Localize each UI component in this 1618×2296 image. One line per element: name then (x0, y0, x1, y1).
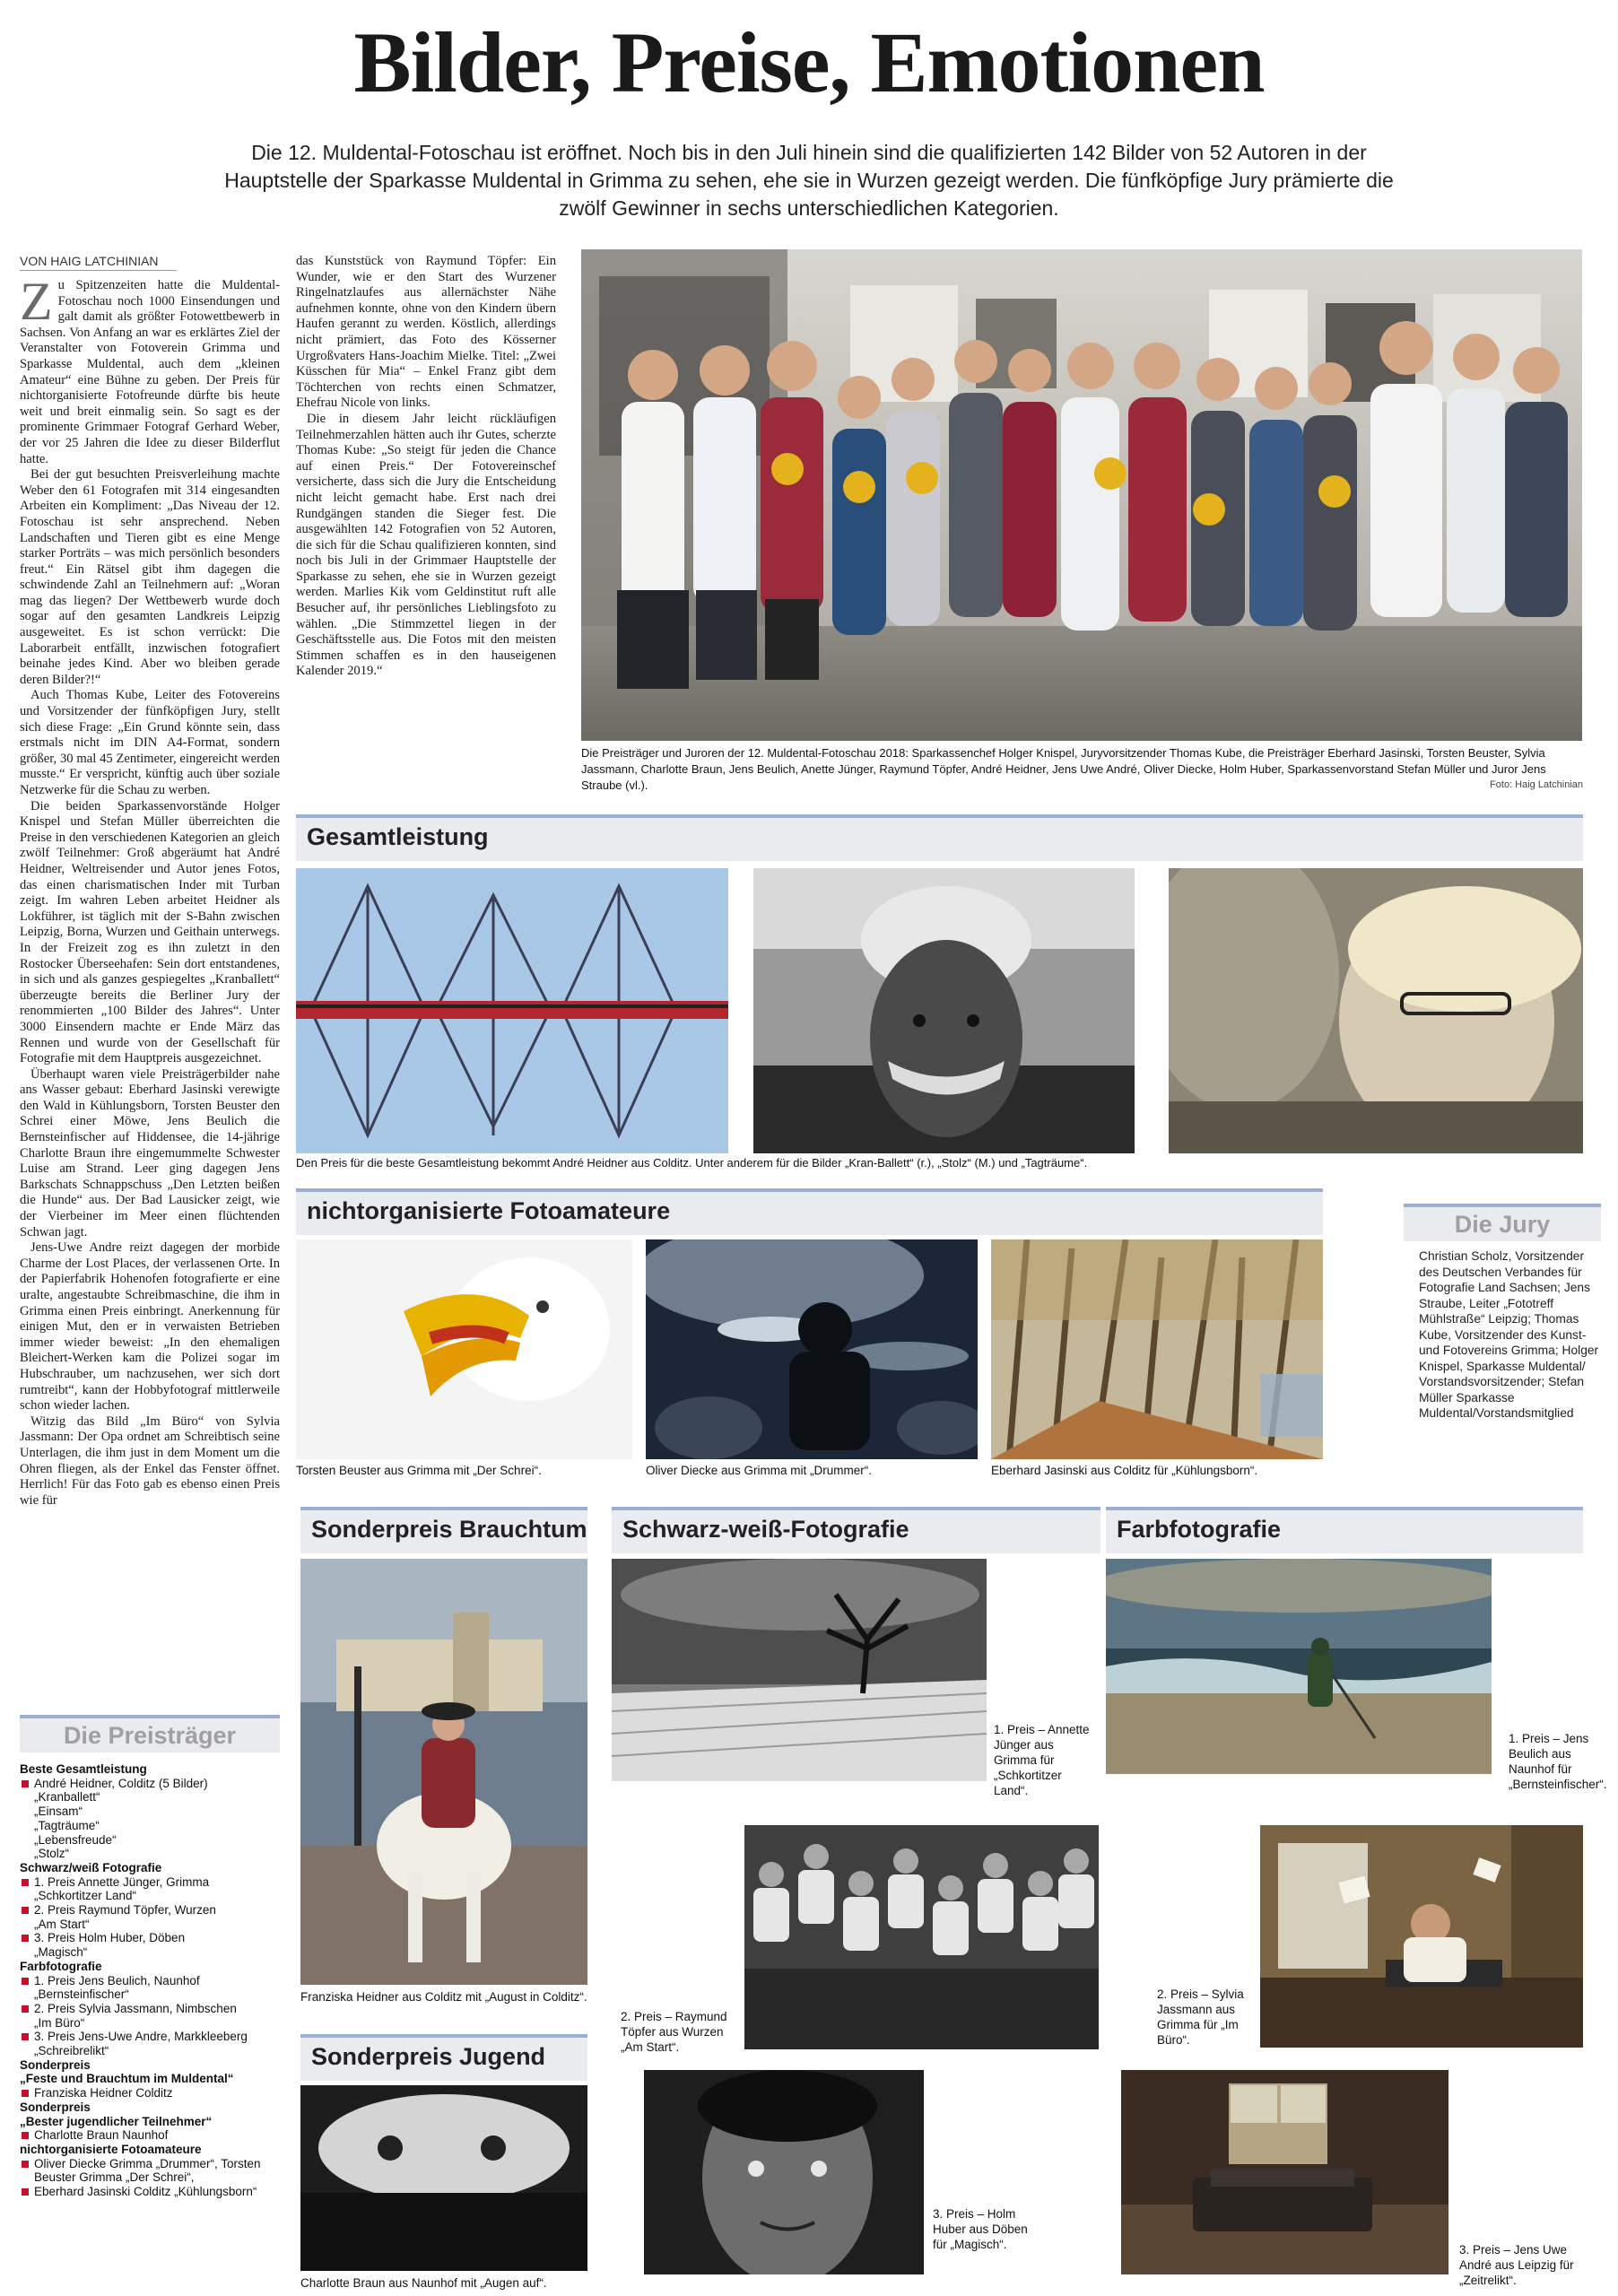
caption-zeitrelikt: 3. Preis – Jens Uwe André aus Leipzig für „Zeitrelikt“. (1459, 2243, 1574, 2287)
section-header-farbfotografie: Farbfotografie (1106, 1507, 1583, 1553)
caption-schkortitzer-land: 1. Preis – Annette Jünger aus Grimma für „Schkortitzer Land“. (994, 1723, 1090, 1797)
caption-drummer: Oliver Diecke aus Grimma mit „Drummer“. (646, 1464, 873, 1477)
preis-entry: „Bernsteinfischer“ (34, 1987, 129, 2002)
preis-category: Farbfotografie (20, 1959, 102, 1973)
caption-im-buero: 2. Preis – Sylvia Jassmann aus Grimma für „Im Büro“. (1157, 1987, 1244, 2047)
preis-entry: „Am Start“ (34, 1917, 90, 1931)
caption-jugend: Charlotte Braun aus Naunhof mit „Augen auf“. (300, 2276, 547, 2290)
article-paragraph: u Spitzenzeiten hatte die Muldental-Fotoschau noch 1000 Einsendungen und galt damit als größter Fotowettbewerb in Sachsen. Von Anfang an war es erklärtes Ziel der Veranstalter von Fotoverein Grimma und Sparkasse Muldental, auch dem „kleinen Amateur“ eine Bühne zu geben. Der Preis für nichtorganisierte Fotofreunde dürfte bis heute weit und breit einmalig sein. So sagt es der prominente Grimmaer Fotograf Gerhard Weber, der vor 25 Jahren die Idee zu dieser Bilderflut hatte. (20, 278, 280, 466)
preis-entry: „Stolz“ (34, 1847, 70, 1861)
headline: Bilder, Preise, Emotionen (353, 14, 1265, 110)
preis-entry: André Heidner, Colditz (5 Bilder) (20, 1777, 280, 1791)
preis-entry: „Schreibrelikt“ (34, 2044, 109, 2058)
article-column-2 (296, 254, 556, 738)
preistraeger-list (20, 1762, 280, 2199)
photo-credit: Foto: Haig Latchinian (1490, 779, 1583, 790)
caption-der-schrei: Torsten Beuster aus Grimma mit „Der Schrei“. (296, 1464, 542, 1477)
photo-schkortitzer-land (612, 1559, 987, 1781)
article-paragraph: Überhaupt waren viele Preisträgerbilder nahe ans Wasser gebaut: Eberhard Jasinski verewigte den Wald in Kühlungsborn, Torsten Beuster den Schrei einer Möwe, Jens Beulich die Bernsteinfischer auf Hiddensee, die 14-jährige Charlotte Braun ihre eingemummelte Schwester Luise am Strand. Leer ging dagegen Jens Barkschats Schnappschuss „Den Letzten beißen die Hunde“ aus. Der Bad Lausicker zeigt, wie der Vierbeiner im Meer einen flüchtenden Schwan jagt. (20, 1066, 280, 1239)
preis-category: „Feste und Brauchtum im Muldental“ (20, 2072, 234, 2086)
caption-kuehlungsborn: Eberhard Jasinski aus Colditz für „Kühlungsborn“. (991, 1464, 1258, 1477)
article-column-1 (20, 278, 280, 1686)
preis-entry: 1. Preis Jens Beulich, Naunhof (20, 1974, 280, 1988)
preis-category: Schwarz/weiß Fotografie (20, 1860, 162, 1874)
preis-category: Beste Gesamtleistung (20, 1762, 147, 1776)
caption-gesamtleistung: Den Preis für die beste Gesamtleistung bekommt André Heidner aus Colditz. Unter anderem für die Bilder „Kran-Ballett“ (r.), „Stolz“ (M.) und „Tagträume“. (296, 1156, 1088, 1170)
group-photo (581, 249, 1582, 741)
preis-entry: 1. Preis Annette Jünger, Grimma (20, 1875, 280, 1890)
photo-zeitrelikt (1121, 2070, 1448, 2274)
section-header-schwarz-weiss: Schwarz-weiß-Fotografie (612, 1507, 1100, 1553)
article-paragraph: Die in diesem Jahr leicht rückläufigen Teilnehmerzahlen hätten auch ihr Gutes, scherzte Thomas Kube: „So steigt für jeden die Chance auf einen Preis.“ Der Fotovereinschef versicherte, dass sich die Jury die Entscheidung nicht leicht gemacht habe. Erst nach drei Rundgängen standen die Sieger fest. Die ausgewählten 142 Fotografien von 52 Autoren, die sich für die Schau qualifizieren konnten, sind noch bis Juli in der Grimmaer Hauptstelle der Sparkasse zu sehen, ehe sie in Wurzen gezeigt werden. Marlies Kik vom Geldinstitut ruft alle Besucher auf, ihr persönliches Lieblingsfoto zu wählen. „Die Stimmzettel liegen in der Geschäftsstelle aus. Die Fotos mit den meisten Stimmen schaffen es in den hauseigenen Kalender 2019.“ (296, 411, 556, 679)
photo-augen-auf (300, 2085, 587, 2271)
preis-entry: 2. Preis Raymund Töpfer, Wurzen (20, 1903, 280, 1918)
byline: VON HAIG LATCHINIAN (20, 254, 177, 271)
photo-magisch (644, 2070, 924, 2274)
preis-category: nichtorganisierte Fotoamateure (20, 2142, 202, 2156)
section-header-jugend: Sonderpreis Jugend (300, 2034, 587, 2081)
jury-heading: Die Jury (1404, 1204, 1601, 1241)
preis-entry: 3. Preis Holm Huber, Döben (20, 1931, 280, 1945)
preis-entry: Eberhard Jasinski Colditz „Kühlungsborn“ (20, 2185, 280, 2199)
preis-category: „Bester jugendlicher Teilnehmer“ (20, 2114, 213, 2128)
article-paragraph: Jens-Uwe Andre reizt dagegen der morbide Charme der Lost Places, der verlassenen Orte. In der Papierfabrik Hohenofen fotografierte er eine uralte, angestaubte Schreibmaschine, die ihm in Grimma einen Preis einbringt. Anerkennung für einigen Mut, den er in verwaisten Betrieben immer wieder beweist: „In den ehemaligen Bleichert-Werken kam die Polizei sogar im Hubschrauber, um nachzusehen, wer sich dort rumtreibt“, kann der Hobbyfotograf mittlerweile schon wieder lachen. (20, 1240, 280, 1413)
article-paragraph: Bei der gut besuchten Preisverleihung machte Weber den 61 Fotografen mit 314 eingesandten Arbeiten ein Kompliment: „Das Niveau der 12. Fotoschau ist sehr ansprechend. Neben Landschaften und Tieren gibt es eine Menge starker Porträts – was mich persönlich besonders freut.“ Ein Rätsel gibt ihm dagegen die schwindende Zahl an Teilnehmern auf: „Woran mag das liegen? Der Wettbewerb wurde doch sogar auf den gesamten Landkreis Leipzig ausgeweitet. Es ist schon verrückt: Die Laborarbeit entfällt, inzwischen fotografiert beinahe jedes Kind. Aber wo bleiben gerade deren Bilder?!“ (20, 467, 280, 687)
lead-paragraph: Die 12. Muldental-Fotoschau ist eröffnet. Noch bis in den Juli hinein sind die qualifizierten 142 Bilder von 52 Autoren in der Hauptstelle der Sparkasse Muldental in Grimma zu sehen, ehe sie in Wurzen gezeigt werden. Die fünfköpfige Jury prämierte die zwölf Gewinner in sechs unterschiedlichen Kategorien. (224, 141, 1394, 220)
preis-entry: 2. Preis Sylvia Jassmann, Nimbschen (20, 2002, 280, 2016)
photo-drummer (646, 1239, 978, 1459)
photo-bernsteinfischer (1106, 1559, 1492, 1774)
caption-bernsteinfischer: 1. Preis – Jens Beulich aus Naunhof für „Bernsteinfischer“. (1509, 1732, 1607, 1791)
preis-entry: „Schkortitzer Land“ (34, 1889, 137, 1903)
caption-am-start: 2. Preis – Raymund Töpfer aus Wurzen „Am Start“. (621, 2010, 727, 2054)
photo-im-buero (1260, 1825, 1583, 2048)
article-paragraph: Die beiden Sparkassenvorstände Holger Knispel und Stefan Müller überreichten die Preise in den verschiedenen Kategorien an gleich zwölf Teilnehmer: Groß abgeräumt hat André Heidner, Weltreisender und Autor jenes Fotos, das einen charismatischen Inder mit Turban zeigt. Im wahren Leben arbeitet Heidner als Lokführer, ist täglich mit der S-Bahn zwischen Leipzig, Borna, Wurzen und Geithain unterwegs. In der Freizeit zog es ihn zuletzt in den Rostocker Überseehafen: Sein dort entstandenes, in sich und als ganzes gespiegeltes „Kranballett“ überzeugte bereits die Berliner Jury der renommierten „100 Bilder des Jahres“. Unter 3000 Einsendern machte er Ende März das Rennen und wurde von der Gesellschaft für Fotografie mit dem Hauptpreis ausgezeichnet. (20, 798, 280, 1066)
preis-entry: „Lebensfreude“ (34, 1832, 117, 1847)
caption-brauchtum: Franziska Heidner aus Colditz mit „August in Colditz“. (300, 1990, 587, 2004)
section-header-amateure: nichtorganisierte Fotoamateure (296, 1188, 1323, 1235)
preis-entry: 3. Preis Jens-Uwe Andre, Markkleeberg (20, 2030, 280, 2044)
section-header-brauchtum: Sonderpreis Brauchtum (300, 1507, 587, 1553)
preis-category: Sonderpreis (20, 2100, 91, 2114)
section-header-gesamtleistung: Gesamtleistung (296, 814, 1583, 861)
preis-entry: Charlotte Braun Naunhof (20, 2128, 280, 2143)
article-paragraph: Auch Thomas Kube, Leiter des Fotovereins und Vorsitzender der fünfköpfigen Jury, stellt sich diese Frage: „Ein Grund könnte sein, dass erstmals nicht im DIN A4-Format, sondern größer, 30 mal 45 Zentimeter, eingereicht werden musste.“ Er verspricht, künftig auch über soziale Netzwerke für die Schau zu werben. (20, 688, 280, 797)
group-photo-caption: Die Preisträger und Juroren der 12. Muldental-Fotoschau 2018: Sparkassenchef Holger Knispel, Juryvorsitzender Thomas Kube, die Preisträger Eberhard Jasinski, Torsten Beuster, Sylvia Jassmann, Charlotte Braun, Jens Beulich, Anette Jünger, Raymund Töpfer, André Heidner, Jens Uwe André, Oliver Diecke, Holm Huber, Sparkassenvorstand Stefan Müller und Juror Jens Straube (vl.). (581, 746, 1546, 792)
dropcap: Z (20, 278, 53, 331)
article-paragraph: Witzig das Bild „Im Büro“ von Sylvia Jassmann: Der Opa ordnet am Schreibtisch seine Unterlagen, die ihm just in dem Moment um die Ohren fliegen, als der Enkel das Fenster öffnet. Herrlich! Für das Foto gab es ebenso einen Preis wie für (20, 1413, 280, 1508)
photo-der-schrei (296, 1239, 632, 1459)
preis-entry: „Tagträume“ (34, 1818, 100, 1832)
preis-entry: Franziska Heidner Colditz (20, 2086, 280, 2100)
preis-entry: „Magisch“ (34, 1945, 88, 1960)
caption-magisch: 3. Preis – Holm Huber aus Döben für „Magisch“. (933, 2207, 1028, 2251)
photo-kranballett (296, 868, 728, 1153)
preis-category: Sonderpreis (20, 2057, 91, 2072)
photo-stolz (753, 868, 1135, 1153)
preistraeger-heading: Die Preisträger (20, 1715, 280, 1752)
preis-entry: „Im Büro“ (34, 2015, 85, 2030)
jury-text: Christian Scholz, Vorsitzender des Deutschen Verbandes für Fotografie Land Sachsen; Jens Straube, Leiter „Fototreff Mühlstraße“ Leipzig; Thomas Kube, Vorsitzender des Kunst- und Fotovereins Grimma; Holger Knispel, Sparkasse Muldental/ Vorstandsvorsitzender; Stefan Müller Sparkasse Muldental/Vorstandsmitglied (1419, 1249, 1599, 1420)
article-paragraph: das Kunststück von Raymund Töpfer: Ein Wunder, wie er den Start des Wurzener Ringelnatzlaufes aus allernächster Nähe aufnehmen konnte, ohne von den Kindern übern Haufen gerannt zu werden. Köstlich, allerdings nicht prämiert, das Foto des Kösserner Urgroßvaters Hans-Joachim Mielke. Titel: „Zwei Küsschen für Mia“ – Enkel Franz gibt dem Töchterchen von rechts einen Schmatzer, Ehefrau Nicole von links. (296, 254, 556, 411)
photo-kuehlungsborn (991, 1239, 1323, 1459)
preis-entry: „Einsam“ (34, 1805, 83, 1819)
photo-am-start (744, 1825, 1099, 2049)
preis-entry: Oliver Diecke Grimma „Drummer“, Torsten Beuster Grimma „Der Schrei“, (20, 2157, 280, 2185)
photo-august-in-colditz (300, 1559, 587, 1985)
preis-entry: „Kranballett“ (34, 1790, 100, 1805)
photo-tagtraeume (1169, 868, 1583, 1153)
